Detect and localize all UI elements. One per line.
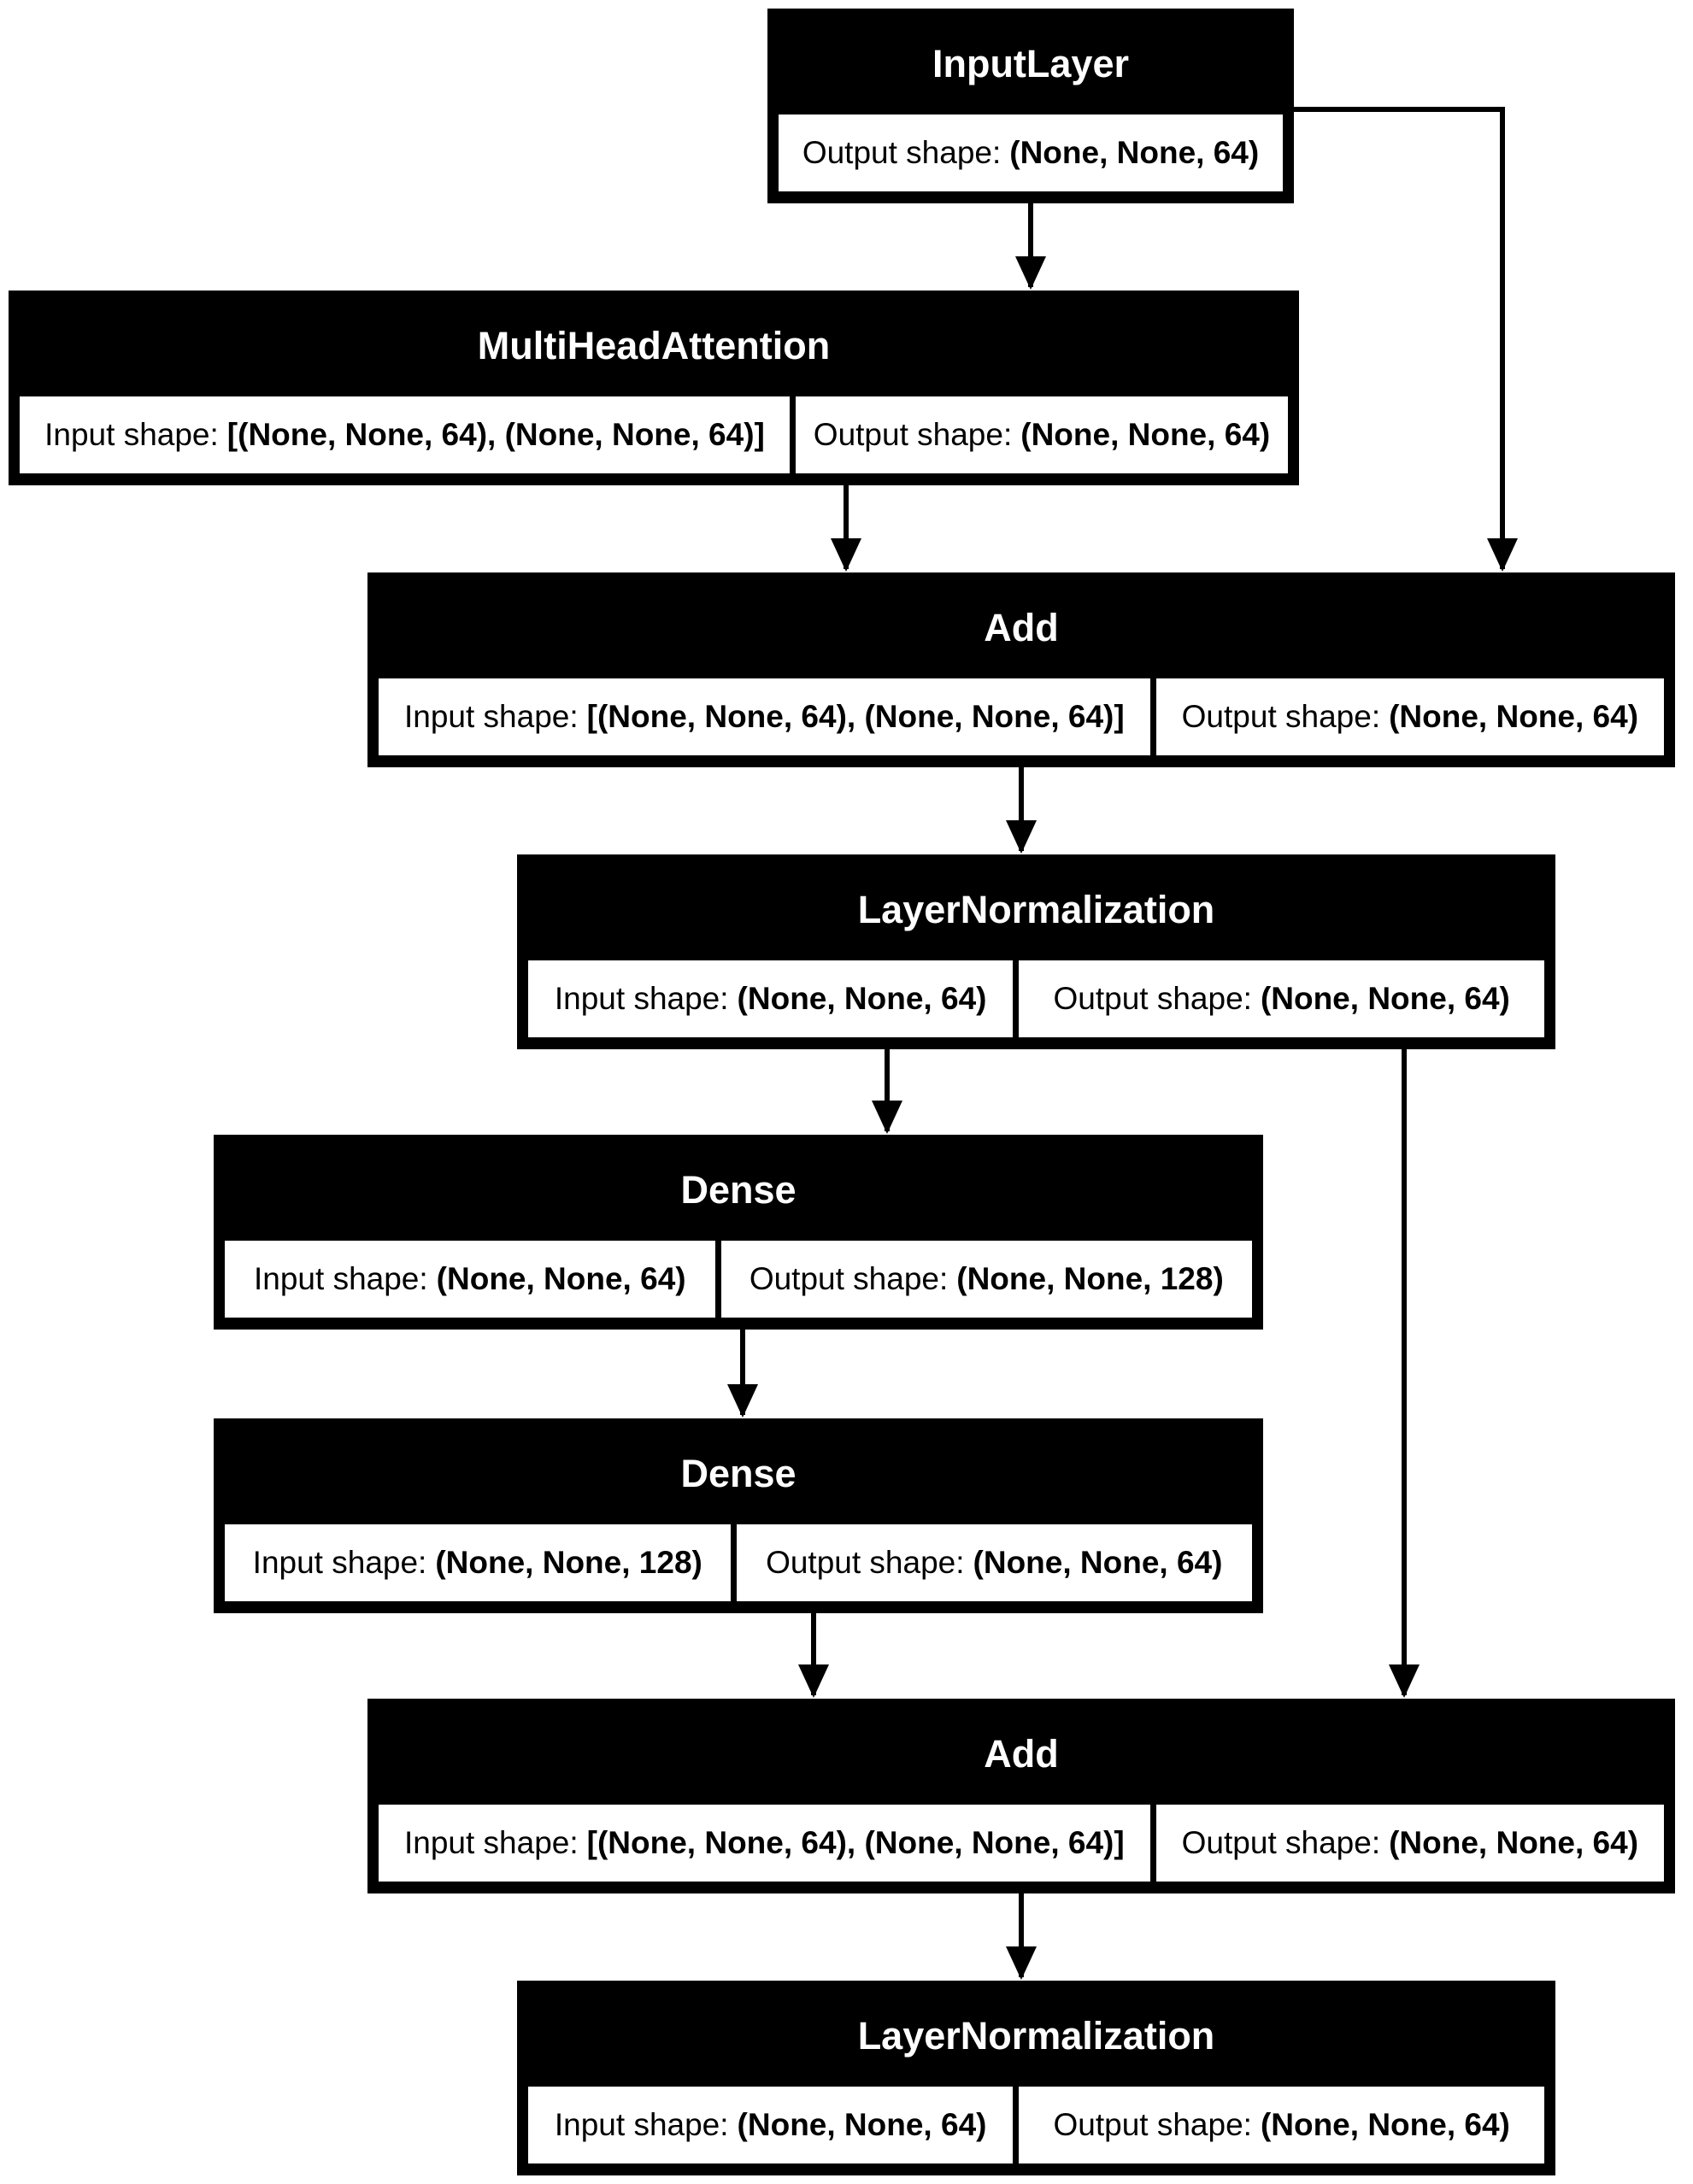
node-title: Add (984, 606, 1059, 649)
shape-value: (None, None, 64) (1389, 699, 1639, 734)
layer-node-inputlayer (767, 9, 1294, 203)
shape-value: (None, None, 64) (737, 2107, 987, 2142)
layer-node-add-1 (367, 572, 1675, 767)
shape-label: Output shape: (802, 135, 1002, 170)
shape-value: (None, None, 64) (1260, 2107, 1510, 2142)
shape-label: Output shape: (766, 1545, 965, 1580)
input-shape-cell (225, 1524, 731, 1601)
layer-node-add-2 (367, 1699, 1675, 1893)
input-shape-cell (225, 1241, 715, 1318)
edge-input-skip-to-add1 (1294, 109, 1502, 569)
node-title: Add (984, 1732, 1059, 1776)
shape-value: (None, None, 64) (1260, 981, 1510, 1016)
output-shape-cell (779, 114, 1283, 191)
output-shape-cell (796, 396, 1288, 473)
shape-value: (None, None, 64) (1389, 1825, 1639, 1860)
output-shape-cell (1156, 1805, 1664, 1882)
node-title: LayerNormalization (857, 2014, 1215, 2058)
layer-node-dense-1 (214, 1135, 1263, 1330)
shape-value: (None, None, 128) (435, 1545, 702, 1580)
shape-value: [(None, None, 64), (None, None, 64)] (226, 417, 765, 452)
shape-label: Output shape: (1053, 981, 1252, 1016)
shape-label: Output shape: (1053, 2107, 1252, 2142)
node-title: InputLayer (932, 42, 1130, 85)
shape-label: Input shape: (554, 981, 729, 1016)
shape-value: (None, None, 64) (1009, 135, 1260, 170)
shape-value: [(None, None, 64), (None, None, 64)] (586, 1825, 1125, 1860)
output-shape-cell (721, 1241, 1252, 1318)
shape-label: Output shape: (1181, 1825, 1381, 1860)
input-shape-cell (528, 960, 1013, 1037)
output-shape-cell (1019, 2087, 1544, 2163)
output-shape-cell (737, 1524, 1252, 1601)
shape-value: [(None, None, 64), (None, None, 64)] (586, 699, 1125, 734)
layer-node-layernormalization-1 (517, 854, 1555, 1049)
layer-node-multiheadattention (9, 291, 1299, 485)
shape-label: Input shape: (403, 699, 579, 734)
shape-label: Input shape: (403, 1825, 579, 1860)
node-title: MultiHeadAttention (477, 324, 831, 367)
shape-value: (None, None, 128) (956, 1261, 1224, 1296)
output-shape-cell (1019, 960, 1544, 1037)
input-shape-cell (528, 2087, 1013, 2163)
shape-label: Input shape: (252, 1545, 427, 1580)
shape-label: Input shape: (554, 2107, 729, 2142)
input-shape-cell (20, 396, 790, 473)
shape-value: (None, None, 64) (973, 1545, 1223, 1580)
shape-value: (None, None, 64) (436, 1261, 686, 1296)
shape-value: (None, None, 64) (1020, 417, 1271, 452)
shape-label: Output shape: (1181, 699, 1381, 734)
input-shape-cell (379, 678, 1150, 755)
layer-node-layernormalization-2 (517, 1981, 1555, 2175)
output-shape-cell (1156, 678, 1664, 755)
input-shape-cell (379, 1805, 1150, 1882)
node-title: LayerNormalization (857, 888, 1215, 931)
shape-label: Output shape: (813, 417, 1013, 452)
shape-label: Output shape: (749, 1261, 949, 1296)
layer-node-dense-2 (214, 1418, 1263, 1613)
shape-value: (None, None, 64) (737, 981, 987, 1016)
shape-label: Input shape: (254, 1261, 428, 1296)
node-title: Dense (680, 1168, 797, 1212)
shape-label: Input shape: (44, 417, 219, 452)
node-title: Dense (680, 1452, 797, 1495)
